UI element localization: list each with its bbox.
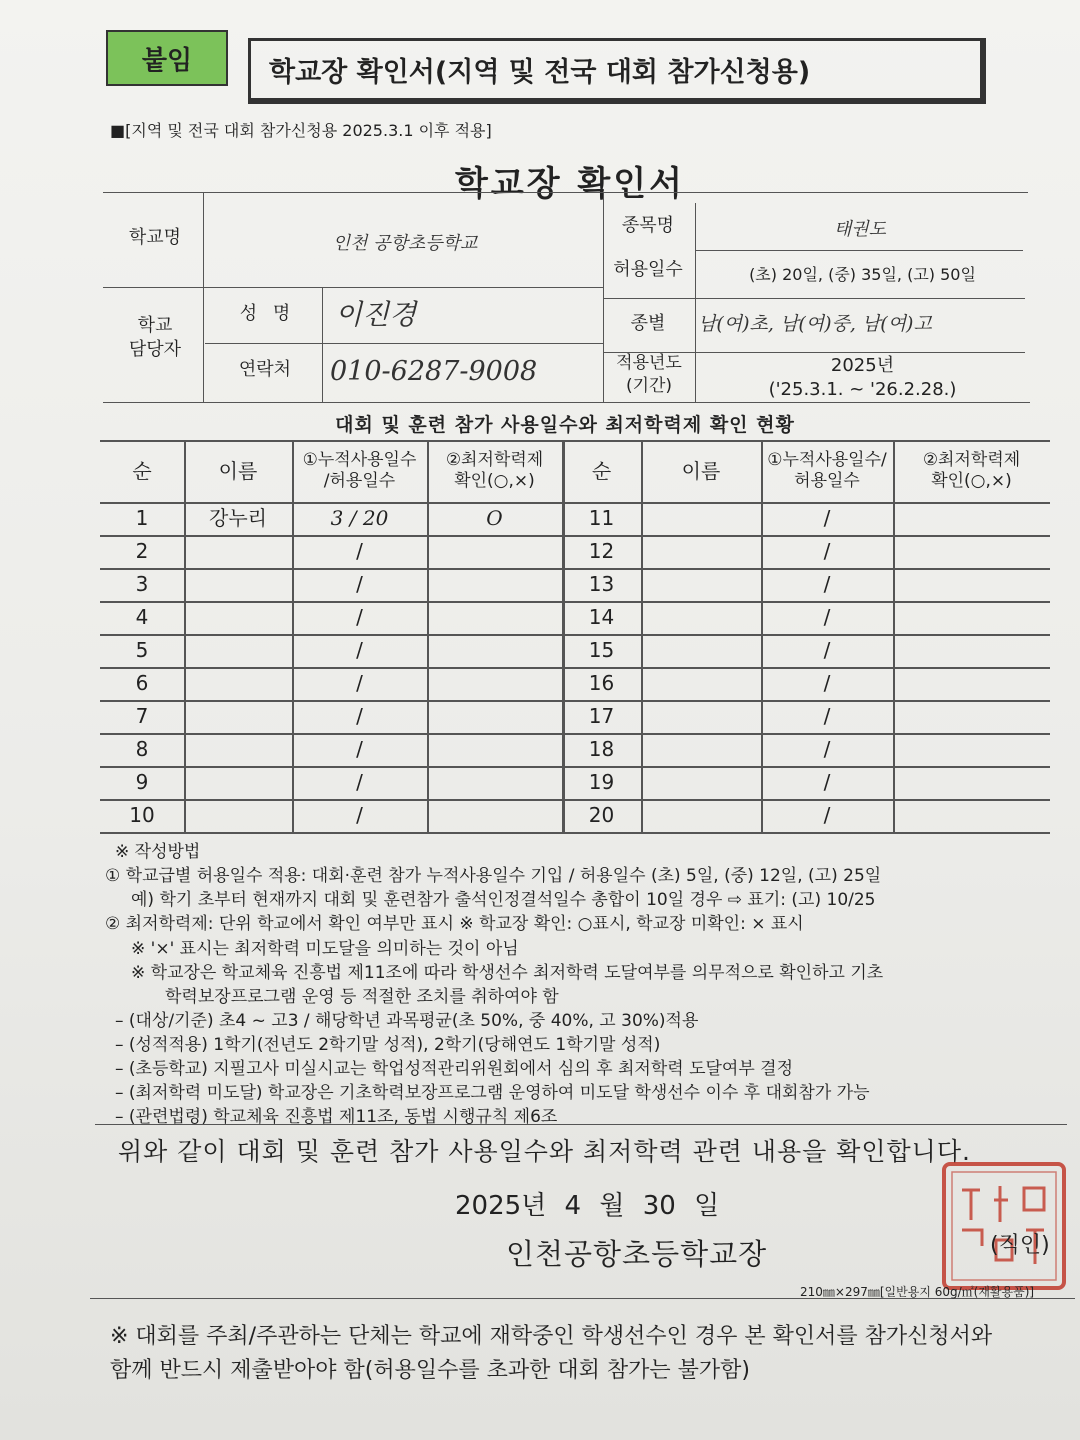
academic-check bbox=[893, 700, 1050, 733]
academic-check bbox=[427, 733, 562, 766]
usage-days: / bbox=[356, 539, 363, 563]
name-value: 이진경 bbox=[335, 298, 417, 331]
allowed-days-value: (초) 20일, (중) 35일, (고) 50일 bbox=[749, 265, 976, 284]
row-number: 14 bbox=[588, 605, 615, 629]
usage-days: / bbox=[356, 770, 363, 794]
table-header-cell: ①누적사용일수/ 허용일수 bbox=[767, 449, 887, 491]
rule bbox=[695, 203, 696, 403]
usage-days: / bbox=[823, 605, 831, 629]
student-name bbox=[184, 634, 292, 667]
year-value: 2025년 ('25.3.1. ~ '26.2.28.) bbox=[768, 355, 957, 401]
note-line: – (성적적용) 1학기(전년도 2학기말 성적), 2학기(당해연도 1학기말 성적) bbox=[115, 1035, 661, 1055]
academic-check bbox=[893, 733, 1050, 766]
usage-days: / bbox=[356, 803, 363, 827]
academic-check bbox=[893, 799, 1050, 832]
academic-check bbox=[893, 601, 1050, 634]
table-header-cell: 이름 bbox=[681, 458, 721, 483]
principal-name: 인천공항초등학교장 bbox=[506, 1237, 768, 1271]
sport-label: 종목명 bbox=[621, 215, 675, 236]
issue-date: 2025년 4 월 30 일 bbox=[455, 1191, 720, 1221]
usage-days: / bbox=[356, 671, 363, 695]
table-rule bbox=[100, 832, 1050, 834]
allowed-days-label: 허용일수 bbox=[613, 259, 683, 280]
student-name bbox=[184, 766, 292, 799]
usage-days: / bbox=[356, 572, 363, 596]
note-line: ※ 작성방법 bbox=[115, 842, 201, 862]
usage-days: / bbox=[823, 803, 831, 827]
note-line: ※ 학교장은 학교체육 진흥법 제11조에 따라 학생선수 최저학력 도달여부를 의무적으로 확인하고 기초 bbox=[131, 962, 884, 983]
rule bbox=[203, 192, 204, 402]
row-number: 17 bbox=[588, 704, 615, 728]
rule bbox=[95, 1124, 1067, 1125]
rule bbox=[103, 287, 603, 288]
student-name: 강누리 bbox=[209, 506, 267, 530]
usage-days: / bbox=[823, 638, 831, 662]
name-label: 성 명 bbox=[239, 303, 291, 324]
note-line: – (최저학력 미도달) 학교장은 기초학력보장프로그램 운영하여 미도달 학생선수 이수 후 대회참가 가능 bbox=[115, 1083, 870, 1104]
school-label: 학교명 bbox=[128, 227, 182, 248]
academic-check bbox=[893, 568, 1050, 601]
sport-value: 태권도 bbox=[833, 219, 887, 240]
academic-check bbox=[427, 799, 562, 832]
seal-mark: (직인) bbox=[990, 1233, 1050, 1258]
student-name bbox=[184, 568, 292, 601]
row-number: 15 bbox=[588, 638, 615, 662]
row-number: 16 bbox=[588, 671, 615, 695]
table-header-cell: ①누적사용일수 /허용일수 bbox=[302, 449, 417, 491]
row-number: 2 bbox=[135, 539, 149, 563]
usage-days: / bbox=[356, 638, 363, 662]
paper-spec: 210㎜×297㎜[일반용지 60g/㎡(재활용품)] bbox=[800, 1285, 1035, 1299]
note-line: ② 최저학력제: 단위 학교에서 확인 여부만 표시 ※ 학교장 확인: ○표시, 학교장 미확인: × 표시 bbox=[105, 914, 804, 935]
academic-check: O bbox=[486, 506, 503, 530]
student-name bbox=[184, 601, 292, 634]
academic-check bbox=[893, 535, 1050, 568]
academic-check bbox=[427, 568, 562, 601]
footer-text: ※ 대회를 주최/주관하는 단체는 학교에 재학중인 학생선수인 경우 본 확인서를 참가신청서와 함께 반드시 제출받아야 함(허용일수를 초과한 대회 참가는 불가함) bbox=[110, 1324, 993, 1384]
usage-days: 3 / 20 bbox=[330, 506, 389, 530]
row-number: 20 bbox=[588, 803, 615, 827]
rule bbox=[103, 192, 1028, 193]
row-number: 19 bbox=[588, 770, 615, 794]
student-name bbox=[184, 535, 292, 568]
note-line: – (대상/기준) 초4 ~ 고3 / 해당학년 과목평균(초 50%, 중 40%, 고 30%)적용 bbox=[115, 1010, 699, 1031]
academic-check bbox=[427, 634, 562, 667]
student-name bbox=[641, 568, 761, 601]
row-number: 18 bbox=[588, 737, 615, 761]
header-title: 학교장 확인서(지역 및 전국 대회 참가신청용) bbox=[248, 38, 986, 104]
row-number: 8 bbox=[135, 737, 149, 761]
gender-value: 남(여)초, 남(여)중, 남(여)고 bbox=[698, 313, 932, 335]
row-number: 4 bbox=[135, 605, 149, 629]
row-number: 1 bbox=[135, 506, 149, 530]
academic-check bbox=[427, 700, 562, 733]
student-name bbox=[641, 601, 761, 634]
student-name bbox=[641, 667, 761, 700]
usage-days: / bbox=[823, 737, 831, 761]
staff-label: 학교 담당자 bbox=[128, 315, 182, 361]
academic-check bbox=[893, 667, 1050, 700]
note-line: ※ '×' 표시는 최저학력 미도달을 의미하는 것이 아님 bbox=[131, 938, 519, 959]
usage-days: / bbox=[823, 704, 831, 728]
usage-days: / bbox=[823, 770, 831, 794]
contact-value: 010-6287-9008 bbox=[330, 356, 538, 387]
usage-days: / bbox=[823, 572, 831, 596]
row-number: 12 bbox=[588, 539, 615, 563]
contact-label: 연락처 bbox=[238, 359, 292, 380]
usage-days: / bbox=[356, 704, 363, 728]
row-number: 3 bbox=[135, 572, 149, 596]
section-title: 대회 및 훈련 참가 사용일수와 최저학력제 확인 현황 bbox=[335, 414, 795, 436]
academic-check bbox=[427, 667, 562, 700]
student-name bbox=[641, 535, 761, 568]
student-name bbox=[184, 733, 292, 766]
row-number: 5 bbox=[135, 638, 149, 662]
student-name bbox=[641, 766, 761, 799]
rule bbox=[322, 287, 323, 402]
student-name bbox=[184, 799, 292, 832]
row-number: 10 bbox=[129, 803, 155, 827]
rule bbox=[603, 298, 1025, 299]
student-name bbox=[641, 502, 761, 535]
table-header-cell: ②최저학력제 확인(○,×) bbox=[445, 449, 544, 491]
student-name bbox=[641, 634, 761, 667]
note-line: 학력보장프로그램 운영 등 적절한 조치를 취하여야 함 bbox=[165, 986, 559, 1007]
academic-check bbox=[427, 601, 562, 634]
row-number: 6 bbox=[135, 671, 149, 695]
student-name bbox=[641, 700, 761, 733]
academic-check bbox=[427, 766, 562, 799]
confirmation-statement: 위와 같이 대회 및 훈련 참가 사용일수와 최저학력 관련 내용을 확인합니다. bbox=[118, 1137, 971, 1166]
table-header-cell: 순 bbox=[591, 458, 612, 483]
row-number: 13 bbox=[588, 572, 615, 596]
rule bbox=[205, 343, 603, 344]
row-number: 7 bbox=[135, 704, 149, 728]
academic-check bbox=[893, 634, 1050, 667]
student-name bbox=[641, 733, 761, 766]
academic-check bbox=[893, 766, 1050, 799]
usage-days: / bbox=[823, 506, 831, 530]
note-line: – (초등학교) 지필고사 미실시교는 학업성적관리위원회에서 심의 후 최저학력 도달여부 결정 bbox=[115, 1059, 794, 1080]
row-number: 11 bbox=[588, 506, 615, 530]
row-number: 9 bbox=[135, 770, 149, 794]
usage-days: / bbox=[356, 605, 363, 629]
instructions bbox=[105, 840, 1065, 1130]
school-value: 인천 공항초등학교 bbox=[332, 233, 478, 254]
academic-check bbox=[893, 502, 1050, 535]
usage-table bbox=[100, 440, 1050, 832]
academic-check bbox=[427, 535, 562, 568]
gender-label: 종별 bbox=[630, 313, 666, 334]
usage-days: / bbox=[823, 671, 831, 695]
rule bbox=[695, 250, 1023, 251]
applicability-note: ■[지역 및 전국 대회 참가신청용 2025.3.1 이후 적용] bbox=[110, 121, 492, 140]
student-name bbox=[184, 667, 292, 700]
year-label: 적용년도 (기간) bbox=[616, 353, 682, 396]
note-line: 예) 학기 초부터 현재까지 대회 및 훈련참가 출석인정결석일수 총합이 10일 경우 ⇨ 표기: (고) 10/25 bbox=[131, 890, 876, 911]
student-name bbox=[184, 700, 292, 733]
document-title: 학교장 확인서 bbox=[455, 164, 685, 204]
usage-days: / bbox=[356, 737, 363, 761]
attachment-badge: 붙임 bbox=[106, 30, 228, 86]
footer-note bbox=[110, 1320, 992, 1388]
student-name bbox=[641, 799, 761, 832]
table-header-cell: 이름 bbox=[218, 458, 258, 483]
table-header-cell: 순 bbox=[132, 458, 152, 483]
note-line: ① 학교급별 허용일수 적용: 대회·훈련 참가 누적사용일수 기입 / 허용일수 (초) 5일, (중) 12일, (고) 25일 bbox=[105, 866, 882, 887]
table-header-cell: ②최저학력제 확인(○,×) bbox=[922, 449, 1021, 491]
note-line: – (관련법령) 학교체육 진흥법 제11조, 동법 시행규칙 제6조 bbox=[115, 1107, 558, 1128]
usage-days: / bbox=[823, 539, 831, 563]
